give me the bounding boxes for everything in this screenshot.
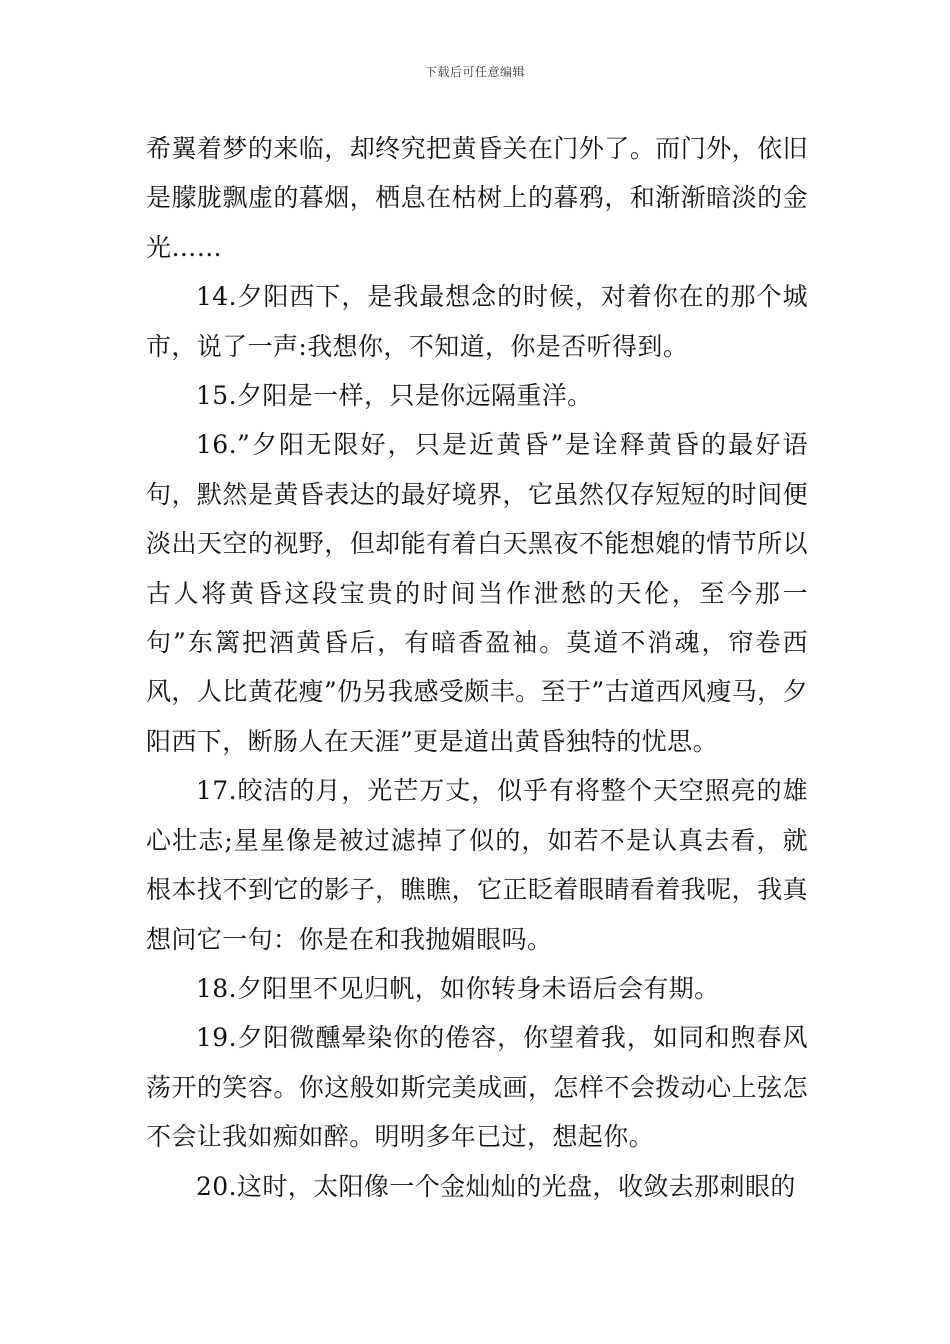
paragraph-item-18: 18.夕阳里不见归帆，如你转身未语后会有期。 [196, 973, 720, 1003]
paragraph-item-15: 15.夕阳是一样，只是你远隔重洋。 [196, 381, 593, 411]
paragraph-item-16: 16.”夕阳无限好，只是近黄昏”是诠释黄昏的最好语句，默然是黄昏表达的最好境界，它虽然仅存短短的时间便淡出天空的视野，但却能有着白天黑夜不能想媲的情节所以古人将黄昏这段宝贵的时间当作泄愁的天伦，至今那一句”东篱把酒黄昏后，有暗香盈袖。莫道不消魂，帘卷西风，人比黄花瘦”仍另我感受颇丰。至于”古道西风瘦马，夕阳西下，断肠人在天涯”更是道出黄昏独特的忧思。 [146, 430, 808, 756]
paragraph-item-20: 20.这时，太阳像一个金灿灿的光盘，收敛去那刺眼的 [196, 1171, 796, 1201]
paragraph-item-19: 19.夕阳微醺晕染你的倦容，你望着我，如同和煦春风荡开的笑容。你这般如斯完美成画，怎样不会拨动心上弦怎不会让我如痴如醉。明明多年已过，想起你。 [146, 1023, 808, 1152]
paragraph-item-14: 14.夕阳西下，是我最想念的时候，对着你在的那个城市，说了一声:我想你，不知道，你是否听得到。 [146, 282, 808, 361]
paragraph-continuation: 希翼着梦的来临，却终究把黄昏关在门外了。而门外，依旧是朦胧飘虚的暮烟，栖息在枯树上的暮鸦，和渐渐暗淡的金光…… [146, 134, 808, 262]
document-body [146, 124, 808, 1211]
page-header: 下载后可任意编辑 [424, 65, 525, 79]
paragraph-item-17: 17.皎洁的月，光芒万丈，似乎有将整个天空照亮的雄心壮志;星星像是被过滤掉了似的，如若不是认真去看，就根本找不到它的影子，瞧瞧，它正眨着眼睛看着我呢，我真想问它一句：你是在和我抛媚眼吗。 [146, 776, 808, 954]
